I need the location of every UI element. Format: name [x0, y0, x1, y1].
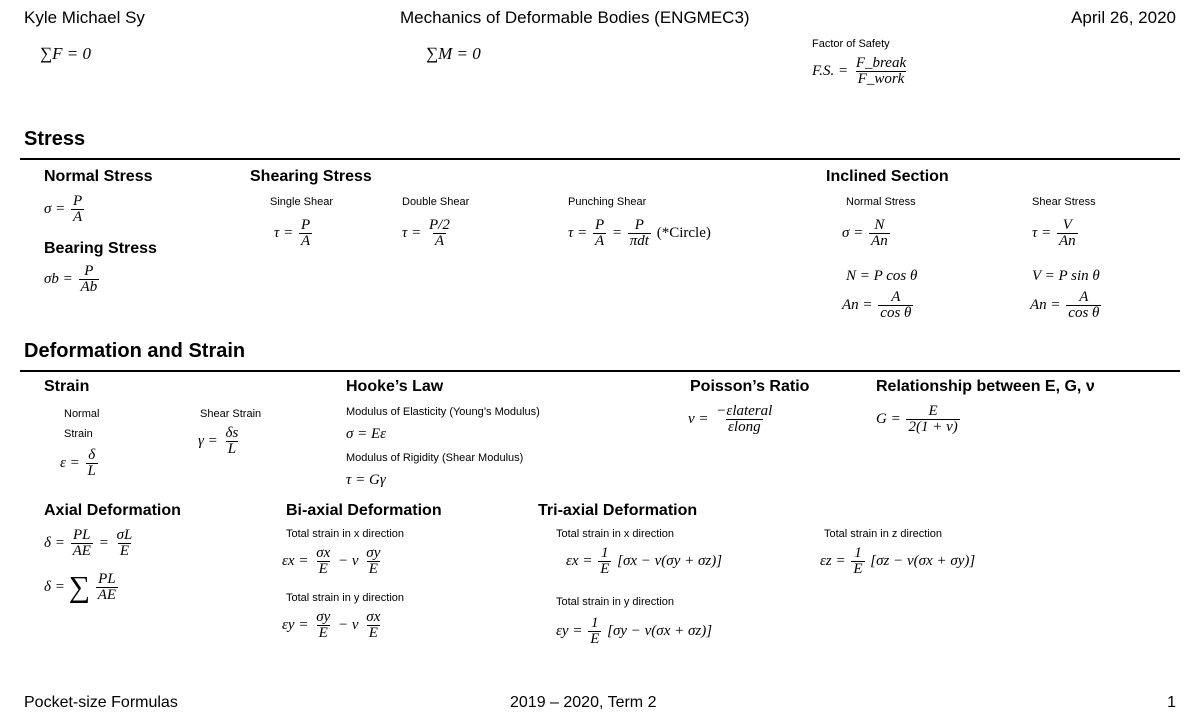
shear-modulus-equation: τ = Gγ — [346, 472, 386, 488]
footer-term: 2019 – 2020, Term 2 — [510, 694, 657, 711]
triaxial-z-label: Total strain in z direction — [824, 528, 942, 540]
normal-stress-equation: σ = $\frac{P}{A}$ — [44, 193, 83, 225]
poissons-ratio-equation: ν = $\frac{\text{−εlateral}}{\text{εlong}}$ — [688, 403, 773, 435]
normal-force-equation: N = P cos θ — [846, 268, 918, 284]
stress-section-title: Stress — [24, 128, 86, 150]
deformation-section-title: Deformation and Strain — [24, 340, 246, 362]
triaxial-z-equation: εz = $\frac{1}{E}$ [σz − ν(σx + σy)] — [820, 545, 976, 577]
double-shear-equation: τ = $\frac{P/2}{A}$ — [402, 217, 450, 249]
biaxial-y-equation: εy = $\frac{\sigma y}{E}$ − ν $\frac{\sigma x}{E}$ — [282, 609, 381, 641]
biaxial-x-label: Total strain in x direction — [286, 528, 404, 540]
factor-of-safety-label: Factor of Safety — [812, 38, 890, 50]
normal-stress-title: Normal Stress — [44, 168, 153, 185]
factor-of-safety-equation: F.S. = $\frac{\text{F\_break}}{\text{F\_work}}$ — [812, 55, 907, 87]
poissons-ratio-title: Poisson’s Ratio — [690, 378, 810, 395]
modulus-elasticity-label: Modulus of Elasticity (Young’s Modulus) — [346, 406, 540, 418]
normal-strain-equation: ε = $\frac{\delta}{L}$ — [60, 447, 96, 479]
punching-shear-label: Punching Shear — [568, 196, 647, 208]
course-title: Mechanics of Deformable Bodies (ENGMEC3) — [400, 8, 750, 27]
shear-strain-label: Shear Strain — [200, 408, 262, 420]
inclined-area-equation-2: An = $\frac{A}{\text{cos θ}}$ — [1030, 289, 1100, 321]
relationship-equation: G = $\frac{E}{2(1 + \nu)}$ — [876, 403, 958, 435]
inclined-section-title: Inclined Section — [826, 168, 949, 185]
sum-moments-equation: ∑M = 0 — [426, 44, 481, 63]
inclined-area-equation: An = $\frac{A}{\text{cos θ}}$ — [842, 289, 912, 321]
bearing-stress-equation: σb = $\frac{P}{Ab}$ — [44, 263, 98, 295]
footer-title: Pocket-size Formulas — [24, 694, 178, 711]
hookes-law-equation: σ = Eε — [346, 426, 387, 442]
axial-deformation-title: Axial Deformation — [44, 502, 181, 519]
single-shear-label: Single Shear — [270, 196, 333, 208]
biaxial-x-equation: εx = $\frac{\sigma x}{E}$ − ν $\frac{\sigma y}{E}$ — [282, 545, 381, 577]
bearing-stress-title: Bearing Stress — [44, 240, 157, 257]
inclined-shear-stress-label: Shear Stress — [1032, 196, 1096, 208]
deformation-divider — [20, 370, 1180, 372]
axial-deformation-sum-equation: δ = ∑ $\frac{PL}{AE}$ — [44, 570, 117, 604]
document-date: April 26, 2020 — [1071, 8, 1176, 27]
triaxial-deformation-title: Tri-axial Deformation — [538, 502, 698, 519]
modulus-rigidity-label: Modulus of Rigidity (Shear Modulus) — [346, 452, 524, 464]
punching-shear-equation: τ = $\frac{P}{A}$ = $\frac{P}{\text{πdt}}$ (*Circle) — [568, 217, 711, 249]
hookes-law-title: Hooke’s Law — [346, 378, 444, 395]
sum-forces-equation: ∑F = 0 — [40, 44, 91, 63]
single-shear-equation: τ = $\frac{P}{A}$ — [274, 217, 311, 249]
inclined-normal-stress-equation: σ = $\frac{N}{An}$ — [842, 217, 888, 249]
biaxial-deformation-title: Bi-axial Deformation — [286, 502, 442, 519]
author-name: Kyle Michael Sy — [24, 8, 145, 27]
strain-title: Strain — [44, 378, 90, 395]
triaxial-x-equation: εx = $\frac{1}{E}$ [σx − ν(σy + σz)] — [566, 545, 723, 577]
shear-strain-equation: γ = $\frac{\delta s}{L}$ — [198, 425, 239, 457]
triaxial-y-label: Total strain in y direction — [556, 596, 674, 608]
double-shear-label: Double Shear — [402, 196, 470, 208]
summation-icon: ∑ — [68, 570, 90, 604]
inclined-shear-stress-equation: τ = $\frac{V}{An}$ — [1032, 217, 1076, 249]
normal-strain-label-2: Strain — [64, 428, 93, 440]
shear-force-equation: V = P sin θ — [1032, 268, 1100, 284]
relationship-title: Relationship between E, G, ν — [876, 378, 1095, 395]
axial-deformation-equation: δ = $\frac{PL}{AE}$ = $\frac{\sigma L}{E}$ — [44, 527, 133, 559]
triaxial-x-label: Total strain in x direction — [556, 528, 674, 540]
triaxial-y-equation: εy = $\frac{1}{E}$ [σy − ν(σx + σz)] — [556, 615, 713, 647]
inclined-normal-stress-label: Normal Stress — [846, 196, 916, 208]
shearing-stress-title: Shearing Stress — [250, 168, 372, 185]
normal-strain-label-1: Normal — [64, 408, 100, 420]
stress-divider — [20, 158, 1180, 160]
biaxial-y-label: Total strain in y direction — [286, 592, 404, 604]
page-number: 1 — [1167, 694, 1176, 711]
